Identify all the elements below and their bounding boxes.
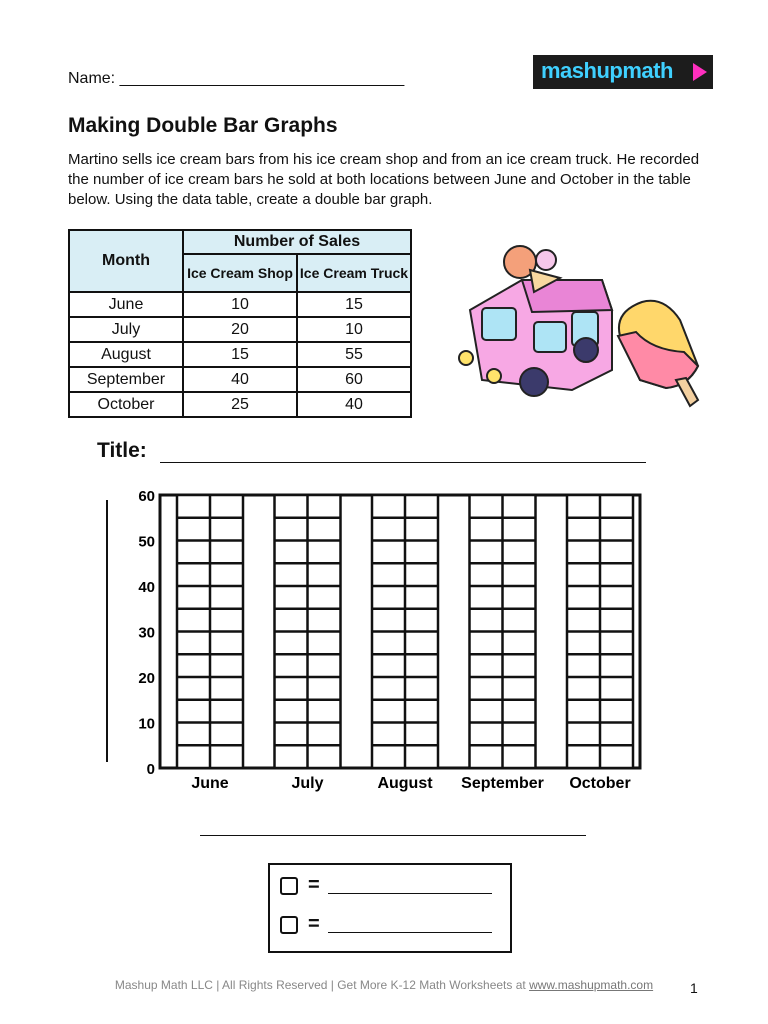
- footer: [0, 978, 768, 992]
- blank-bar-graph-grid[interactable]: [120, 480, 660, 810]
- logo-text: mashupmath: [541, 58, 673, 83]
- legend-color-box-icon[interactable]: [280, 877, 298, 895]
- table-cell-shop: 15: [183, 342, 297, 367]
- table-cell-truck: 55: [297, 342, 411, 367]
- table-row: [69, 342, 411, 367]
- table-cell-truck: 60: [297, 367, 411, 392]
- x-tick-label: August: [377, 775, 433, 792]
- table-cell-truck: 10: [297, 317, 411, 342]
- table-row: [69, 367, 411, 392]
- legend-equals: =: [308, 913, 320, 935]
- legend-color-box-icon[interactable]: [280, 916, 298, 934]
- x-tick-label: June: [191, 775, 229, 792]
- table-cell-month: October: [69, 392, 183, 417]
- table-cell-month: August: [69, 342, 183, 367]
- y-tick-label: 40: [138, 579, 155, 596]
- y-tick-label: 30: [138, 624, 155, 642]
- table-cell-truck: 40: [297, 392, 411, 417]
- legend-box: [268, 863, 512, 953]
- truck-header: Ice Cream Truck: [297, 254, 411, 292]
- table-cell-shop: 25: [183, 392, 297, 417]
- footer-link[interactable]: www.mashupmath.com: [529, 978, 654, 992]
- table-cell-truck: 15: [297, 292, 411, 317]
- name-field[interactable]: [68, 70, 404, 88]
- y-tick-label: 60: [138, 488, 155, 505]
- graph-title-blank[interactable]: [160, 462, 646, 463]
- y-tick-label: 10: [138, 715, 155, 733]
- sales-table-body: [69, 292, 411, 417]
- mashup-math-logo: [533, 55, 713, 89]
- x-tick-label: July: [291, 775, 324, 792]
- worksheet-title: Making Double Bar Graphs: [68, 114, 338, 137]
- table-row: [69, 292, 411, 317]
- instructions-text: Martino sells ice cream bars from his ice cream shop and from an ice cream truck. He recorded the number of ice cream bars he sold at both locations between June and October in the table below. Using the data table, create a double bar graph.: [68, 151, 700, 208]
- legend-equals: =: [308, 874, 320, 896]
- month-header: Month: [69, 230, 183, 292]
- table-row: [69, 317, 411, 342]
- y-tick-label: 0: [146, 761, 155, 778]
- table-row: [69, 392, 411, 417]
- legend-label-blank[interactable]: [328, 916, 492, 933]
- legend-row-1[interactable]: [280, 874, 492, 897]
- name-blank[interactable]: ________________________________: [119, 70, 405, 87]
- table-cell-shop: 40: [183, 367, 297, 392]
- sales-table: [68, 229, 412, 418]
- legend-row-2[interactable]: [280, 913, 492, 936]
- name-label: Name:: [68, 70, 116, 87]
- play-arrow-icon: [693, 63, 707, 81]
- footer-text: Mashup Math LLC | All Rights Reserved | Get More K-12 Math Worksheets at: [114, 978, 530, 992]
- graph-title-label: Title:: [97, 439, 147, 462]
- y-tick-label: 50: [138, 533, 155, 551]
- x-tick-label: September: [461, 775, 544, 792]
- x-axis-label-blank[interactable]: [200, 835, 586, 836]
- y-axis-label-blank[interactable]: [106, 500, 108, 762]
- popsicle-icon: [618, 301, 698, 406]
- table-cell-month: September: [69, 367, 183, 392]
- y-tick-label: 20: [138, 670, 155, 687]
- table-cell-month: June: [69, 292, 183, 317]
- ice-cream-truck-illustration: [452, 240, 702, 410]
- truck-icon: [459, 246, 612, 396]
- number-of-sales-header: Number of Sales: [183, 230, 411, 254]
- x-tick-label: October: [569, 775, 631, 792]
- table-cell-shop: 20: [183, 317, 297, 342]
- legend-label-blank[interactable]: [328, 877, 492, 894]
- page-number: 1: [690, 980, 698, 996]
- shop-header: Ice Cream Shop: [183, 254, 297, 292]
- table-cell-month: July: [69, 317, 183, 342]
- table-cell-shop: 10: [183, 292, 297, 317]
